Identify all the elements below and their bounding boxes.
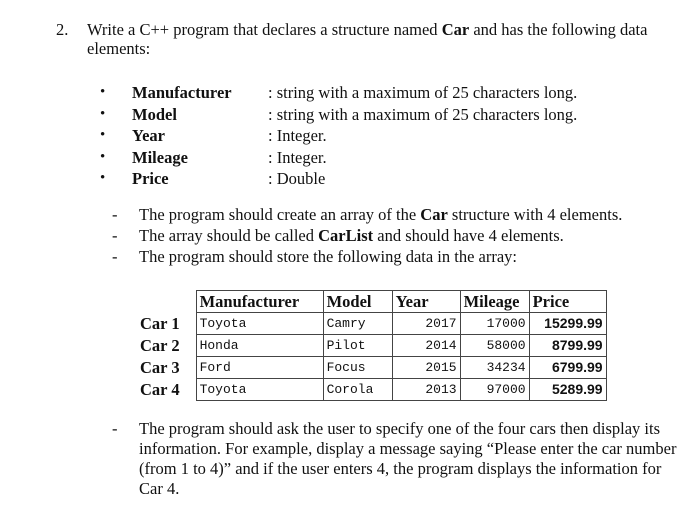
question-number: 2. — [56, 20, 69, 39]
element-name: Year — [132, 126, 165, 146]
element-name: Manufacturer — [132, 83, 232, 102]
row-label: Car 1 — [140, 314, 180, 333]
question-text — [87, 20, 687, 58]
list-item — [112, 226, 622, 247]
price-cell: 5289.99 — [529, 379, 606, 401]
list-item — [112, 247, 622, 268]
mileage-cell: 97000 — [460, 379, 529, 401]
element-name: Mileage — [132, 147, 188, 167]
year-cell: 2014 — [392, 335, 460, 357]
column-header-manufacturer: Manufacturer — [196, 291, 323, 313]
element-type: : Integer. — [268, 147, 327, 167]
struct-name: Car — [441, 20, 470, 39]
price-cell: 15299.99 — [529, 313, 606, 335]
element-type: : Double — [268, 169, 326, 189]
bullet-icon: • — [100, 105, 106, 122]
element-type: : string with a maximum of 25 characters long. — [268, 104, 578, 124]
manufacturer-cell: Toyota — [196, 313, 323, 335]
table-row — [138, 357, 606, 379]
list-item — [112, 205, 622, 226]
model-cell: Focus — [323, 357, 392, 379]
column-header-mileage: Mileage — [460, 291, 529, 313]
element-name: Model — [132, 104, 177, 124]
year-cell: 2017 — [392, 313, 460, 335]
column-header-model: Model — [323, 291, 392, 313]
requirement-text-part: structure with 4 elements. — [447, 205, 623, 224]
requirement-text: The program should ask the user to specify one of the four cars then display its information. For example, display a message saying “Please enter the car number (from 1 to 4)” and if the user enters 4, the program displays the information for Car 4. — [139, 419, 677, 498]
row-label: Car 3 — [140, 358, 180, 377]
dash-icon: - — [112, 419, 118, 438]
element-type: : Integer. — [268, 126, 327, 146]
list-item — [112, 419, 677, 499]
final-requirement-list — [112, 419, 677, 499]
model-cell: Corola — [323, 379, 392, 401]
dash-icon: - — [112, 226, 118, 245]
mileage-cell: 34234 — [460, 357, 529, 379]
table-header-row — [138, 291, 606, 313]
model-cell: Camry — [323, 313, 392, 335]
struct-name: Car — [420, 205, 448, 224]
dash-icon: - — [112, 247, 118, 266]
bullet-icon: • — [100, 148, 106, 165]
column-header-year: Year — [392, 291, 460, 313]
year-cell: 2015 — [392, 357, 460, 379]
row-label: Car 4 — [140, 380, 180, 399]
year-cell: 2013 — [392, 379, 460, 401]
dash-icon: - — [112, 205, 118, 224]
requirement-text-part: The program should create an array of the — [139, 205, 421, 224]
manufacturer-cell: Toyota — [196, 379, 323, 401]
manufacturer-cell: Honda — [196, 335, 323, 357]
price-cell: 8799.99 — [529, 335, 606, 357]
model-cell: Pilot — [323, 335, 392, 357]
mileage-cell: 17000 — [460, 313, 529, 335]
element-name: Price — [132, 169, 169, 189]
price-cell: 6799.99 — [529, 357, 606, 379]
requirement-text — [139, 226, 622, 246]
requirements-list — [112, 205, 622, 268]
manufacturer-cell: Ford — [196, 357, 323, 379]
bullet-icon: • — [100, 84, 106, 100]
table-row — [138, 335, 606, 357]
mileage-cell: 58000 — [460, 335, 529, 357]
question-intro-text: Write a C++ program that declares a structure named — [87, 20, 442, 39]
requirement-text-part: and should have 4 elements. — [373, 226, 564, 245]
bullet-icon: • — [100, 127, 106, 144]
question-intro-end: and has the following data elements: — [87, 20, 648, 58]
row-label: Car 2 — [140, 336, 180, 355]
requirement-text — [139, 205, 622, 225]
requirement-text: The program should store the following data in the array: — [139, 247, 518, 266]
array-name: CarList — [318, 226, 374, 245]
table-corner — [138, 291, 196, 313]
car-data-table — [138, 290, 607, 401]
bullet-icon: • — [100, 170, 106, 187]
column-header-price: Price — [529, 291, 606, 313]
element-type: : string with a maximum of 25 characters long. — [268, 83, 578, 102]
table-row — [138, 313, 606, 335]
requirement-text-part: The array should be called — [139, 226, 319, 245]
table-row — [138, 379, 606, 401]
